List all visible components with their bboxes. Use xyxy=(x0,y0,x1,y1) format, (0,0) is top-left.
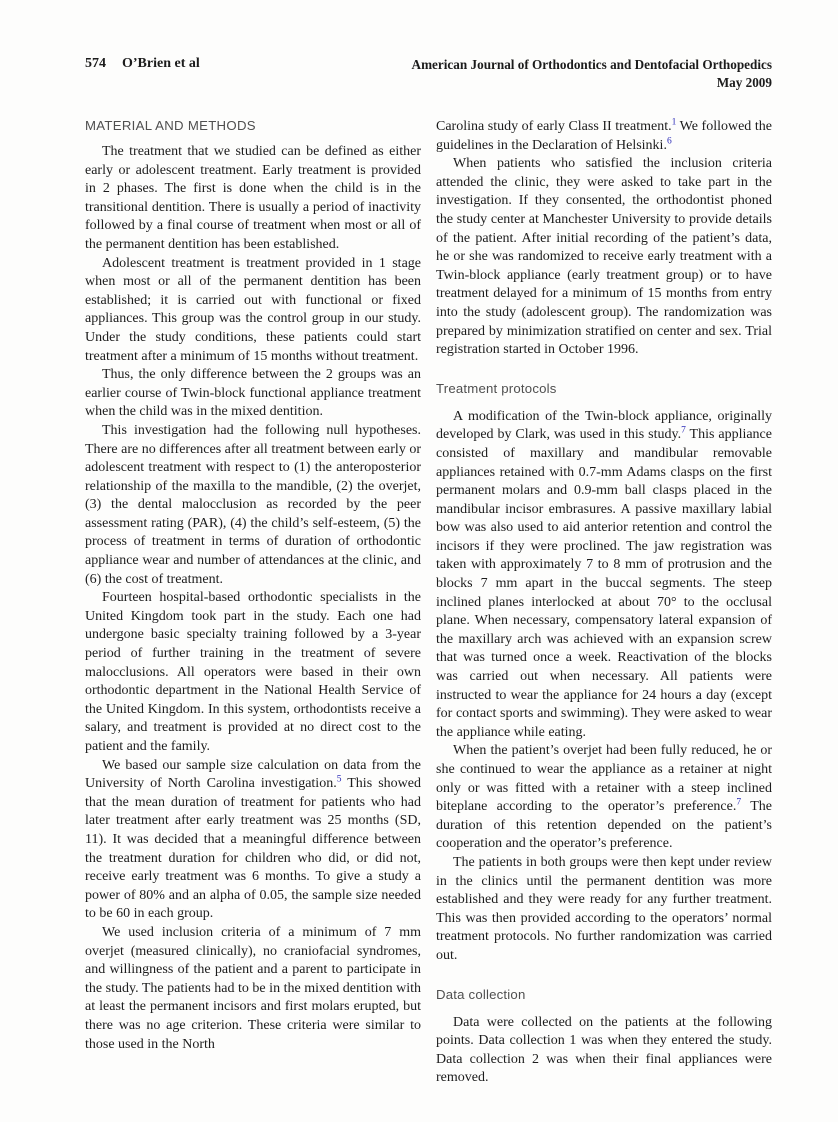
paragraph xyxy=(85,422,421,589)
section-heading: MATERIAL AND METHODS xyxy=(85,118,256,133)
running-authors: O’Brien et al xyxy=(122,56,200,71)
page-header xyxy=(85,56,772,92)
body-text: Carolina study of early Class II treatment. xyxy=(436,119,672,134)
paragraph xyxy=(85,757,421,924)
running-head-right xyxy=(412,56,772,92)
body-text: The treatment that we studied can be defined as either early or adolescent treatment. Early treatment is provided in 2 phases. The first is done when the child is in the transitional dentition. There is usually a period of inactivity followed by a final course of treatment when most or all of the permanent dentition has been established. xyxy=(85,144,421,252)
subsection-heading: Treatment protocols xyxy=(436,380,557,396)
reference-superscript[interactable]: 7 xyxy=(681,425,686,436)
body-text: This investigation had the following null hypotheses. There are no differences after all treatment between early or adolescent treatment with respect to (1) the anteroposterior relationship of the maxilla to the mandible, (2) the overjet, (3) the dental malocclusion as recorded by the peer assessment rating (PAR), (4) the child’s self-esteem, (5) the process of treatment in terms of duration of orthodontic appliance wear and number of attendances at the clinic, and (6) the cost of treatment. xyxy=(85,422,421,587)
page-number: 574 xyxy=(85,56,106,71)
paragraph xyxy=(436,118,772,155)
body-text: We based our sample size calculation on data from the University of North Carolina investigation. xyxy=(85,757,421,792)
body-text: Thus, the only difference between the 2 groups was an earlier course of Twin-block functional appliance treatment when the child was in the mixed dentition. xyxy=(85,367,421,420)
paragraph xyxy=(436,408,772,743)
reference-superscript[interactable]: 5 xyxy=(336,774,342,785)
paragraph xyxy=(436,155,772,360)
reference-superscript[interactable]: 1 xyxy=(671,117,677,128)
body-text: A modification of the Twin-block appliance, originally developed by Clark, was used in this study. xyxy=(436,408,772,443)
body-text: We followed the guidelines in the Declaration of Helsinki. xyxy=(436,119,772,153)
paragraph xyxy=(436,1014,772,1088)
body-text: This showed that the mean duration of treatment for patients who had later treatment after early treatment was 25 months (SD, 11). It was decided that a meaningful difference between the treatment duration for children who did, or did not, receive early treatment was 6 months. To give a study a power of 80% and an alpha of 0.05, the sample size needed to be 60 in each group. xyxy=(85,776,421,922)
journal-name: American Journal of Orthodontics and Dentofacial Orthopedics xyxy=(411,57,772,72)
body-text: Fourteen hospital-based orthodontic specialists in the United Kingdom took part in the study. Each one had undergone basic specialty training followed by a 3-year period of further training in the treatment of severe malocclusions. All operators were based in their own orthodontic department in the National Health Service of the United Kingdom. In this system, orthodontists receive a salary, and treatment is provided at no direct cost to the patient and the family. xyxy=(85,590,421,754)
body-text: We used inclusion criteria of a minimum of 7 mm overjet (measured clinically), no craniofacial syndromes, and willingness of the patient and a parent to participate in the study. The patients had to be in the mixed dentition with at least the permanent incisors and first molars erupted, but there was no age criterion. These criteria were similar to those used in the North xyxy=(85,924,421,1052)
issue-date: May 2009 xyxy=(716,75,772,90)
two-column-body xyxy=(85,118,772,1088)
body-text: When patients who satisfied the inclusion criteria attended the clinic, they were asked to take part in the investigation. If they consented, the orthodontist phoned the study center at Manchester University to provide details of the patient. After initial recording of the patient’s data, he or she was randomized to receive early treatment with a Twin-block appliance (early treatment group) or to have treatment delayed for a minimum of 15 months from entry into the study (adolescent group). The randomization was prepared by minimization stratified on center and sex. Trial registration started in October 1996. xyxy=(436,156,772,358)
left-column xyxy=(85,118,421,1088)
body-text: Data were collected on the patients at the following points. Data collection 1 was when they entered the study. Data collection 2 was when their final appliances were removed. xyxy=(436,1014,772,1086)
body-text: The patients in both groups were then kept under review in the clinics until the permanent dentition was more established and they were ready for any further treatment. This was then provided according to the operators’ normal treatment protocols. No further randomization was carried out. xyxy=(436,854,772,963)
paragraph xyxy=(85,255,421,367)
paragraph xyxy=(85,589,421,756)
body-text: When the patient’s overjet had been fully reduced, he or she continued to wear the appliance as a retainer at night only or was fitted with a retainer with a steep inclined biteplane according to the operator’s preference. xyxy=(436,743,772,815)
paragraph xyxy=(436,742,772,854)
paragraph xyxy=(436,854,772,966)
paragraph xyxy=(85,143,421,255)
paragraph xyxy=(85,366,421,422)
body-text: Adolescent treatment is treatment provided in 1 stage when most or all of the permanent dentition has been established; it is carried out with functional or fixed appliances. This group was the control group in our study. Under the study conditions, these patients could start treatment after a minimum of 15 months without treatment. xyxy=(85,255,421,364)
reference-superscript[interactable]: 6 xyxy=(666,135,672,146)
running-head-left xyxy=(85,56,200,72)
subsection-heading: Data collection xyxy=(436,986,526,1002)
body-text: This appliance consisted of maxillary and mandibular removable appliances retained with 0.7-mm Adams clasps on the first permanent molars and 0.9-mm ball clasps placed in the mandibular incisor embrasures. A passive maxillary labial bow was also used to aid anterior retention and control the incisors if they were proclined. The jaw registration was taken with approximately 7 to 8 mm of protrusion and the blocks 7 mm apart in the buccal segments. The steep inclined planes interlocked at about 70° to the occlusal plane. When necessary, compensatory lateral expansion of the maxillary arch was achieved with an expansion screw that was turned once a week. Reactivation of the blocks was carried out when necessary. All patients were instructed to wear the appliance for 24 hours a day (except for contact sports and swimming). They were asked to wear the appliance while eating. xyxy=(436,427,772,740)
body-text: The duration of this retention depended on the patient’s cooperation and the operator’s preference. xyxy=(436,799,772,852)
paragraph xyxy=(85,924,421,1054)
right-column xyxy=(436,118,772,1088)
reference-superscript[interactable]: 7 xyxy=(736,797,742,808)
